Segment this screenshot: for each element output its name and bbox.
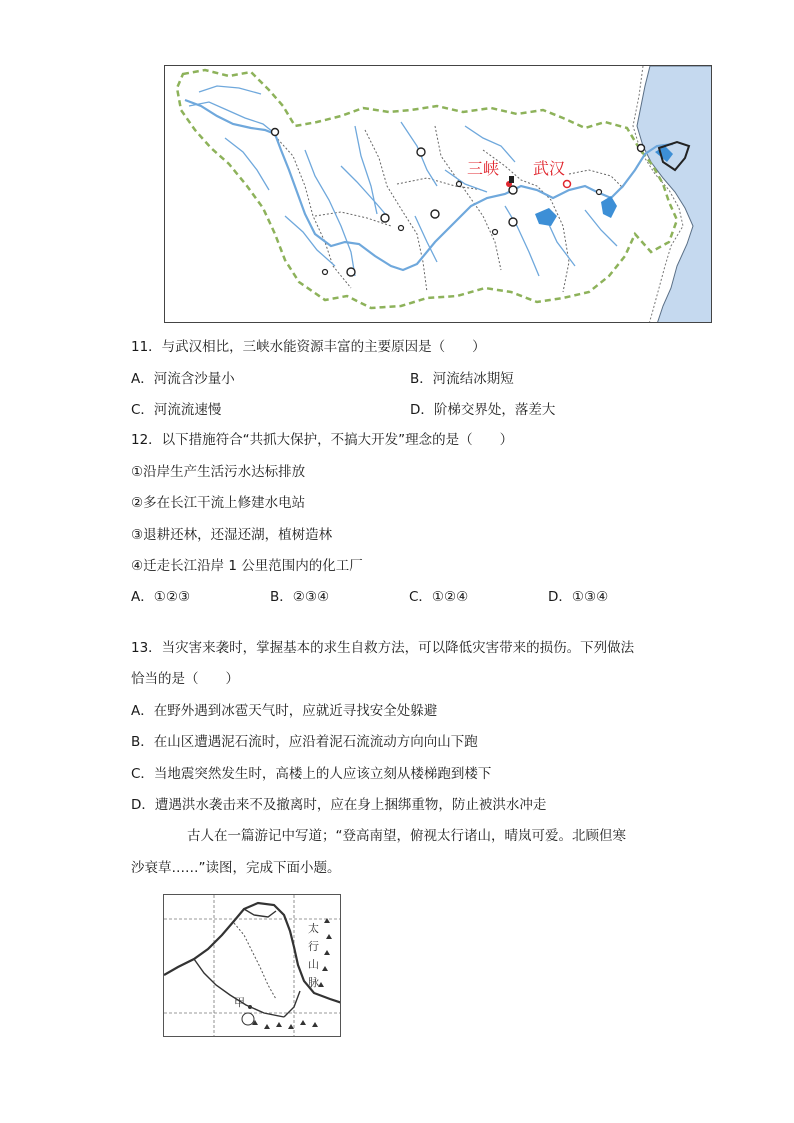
q13-stem-line2: 恰当的是（ ） bbox=[131, 671, 239, 687]
sea-area bbox=[637, 66, 712, 323]
label-jia: 甲 bbox=[234, 996, 245, 1009]
label-wuhan: 武汉 bbox=[533, 159, 566, 178]
q12-option-a[interactable]: A．①②③ bbox=[131, 589, 191, 605]
wuhan-marker bbox=[564, 181, 571, 188]
taihang-char-4: 脉 bbox=[308, 976, 319, 989]
dam-symbol bbox=[509, 176, 514, 183]
q12-stem: 12．以下措施符合“共抓大保护，不搞大开发”理念的是（ ） bbox=[131, 432, 514, 448]
q12-item-4: ④迁走长江沿岸 1 公里范围内的化工厂 bbox=[131, 558, 363, 574]
q13-stem-line1: 13．当灾害来袭时，掌握基本的求生自救方法，可以降低灾害带来的损伤。下列做法 bbox=[131, 640, 635, 656]
basin-boundary bbox=[177, 70, 677, 308]
q13-option-a[interactable]: A．在野外遇到冰雹天气时，应就近寻找安全处躲避 bbox=[131, 703, 438, 719]
q13-option-b[interactable]: B．在山区遭遇泥石流时，应沿着泥石流流动方向向山下跑 bbox=[131, 734, 478, 750]
q12-option-d[interactable]: D．①③④ bbox=[548, 589, 609, 605]
passage-line2: 沙衰草……”读图，完成下面小题。 bbox=[131, 860, 341, 876]
q12-option-b[interactable]: B．②③④ bbox=[270, 589, 330, 605]
q11-stem: 11．与武汉相比，三峡水能资源丰富的主要原因是（ ） bbox=[131, 339, 486, 355]
passage-line1: 古人在一篇游记中写道；“登高南望，俯视太行诸山，晴岚可爱。北顾但寒 bbox=[187, 828, 626, 844]
yangtze-main-river bbox=[185, 100, 673, 270]
hydropower-symbols bbox=[272, 129, 645, 324]
dongting-lake bbox=[535, 208, 557, 226]
q13-option-d[interactable]: D．遭遇洪水袭击来不及撤离时，应在身上捆绑重物，防止被洪水冲走 bbox=[131, 797, 547, 813]
q12-item-3: ③退耕还林，还湿还湖，植树造林 bbox=[131, 527, 333, 543]
poyang-lake bbox=[601, 196, 617, 218]
yangtze-basin-map bbox=[164, 65, 712, 323]
yangtze-map-drawing bbox=[165, 66, 712, 323]
taihang-char-1: 太 bbox=[308, 922, 319, 935]
q12-option-c[interactable]: C．①②④ bbox=[409, 589, 469, 605]
q12-item-1: ①沿岸生产生活污水达标排放 bbox=[131, 464, 306, 480]
q11-option-d[interactable]: D．阶梯交界处，落差大 bbox=[410, 402, 556, 418]
q11-option-c[interactable]: C．河流流速慢 bbox=[131, 402, 222, 418]
province-borders bbox=[275, 126, 623, 292]
taihang-char-2: 行 bbox=[308, 940, 319, 953]
river-loop-top bbox=[244, 909, 276, 917]
point-jia bbox=[248, 1005, 252, 1009]
q11-option-a[interactable]: A．河流含沙量小 bbox=[131, 371, 235, 387]
marker-circle bbox=[242, 1013, 254, 1025]
q12-item-2: ②多在长江干流上修建水电站 bbox=[131, 495, 306, 511]
taihang-char-3: 山 bbox=[308, 958, 319, 971]
taihang-map bbox=[163, 894, 341, 1037]
label-sanxia: 三峡 bbox=[467, 159, 500, 178]
q11-option-b[interactable]: B．河流结冰期短 bbox=[410, 371, 514, 387]
q13-option-c[interactable]: C．当地震突然发生时，高楼上的人应该立刻从楼梯跑到楼下 bbox=[131, 766, 492, 782]
boundary-line bbox=[234, 923, 276, 999]
